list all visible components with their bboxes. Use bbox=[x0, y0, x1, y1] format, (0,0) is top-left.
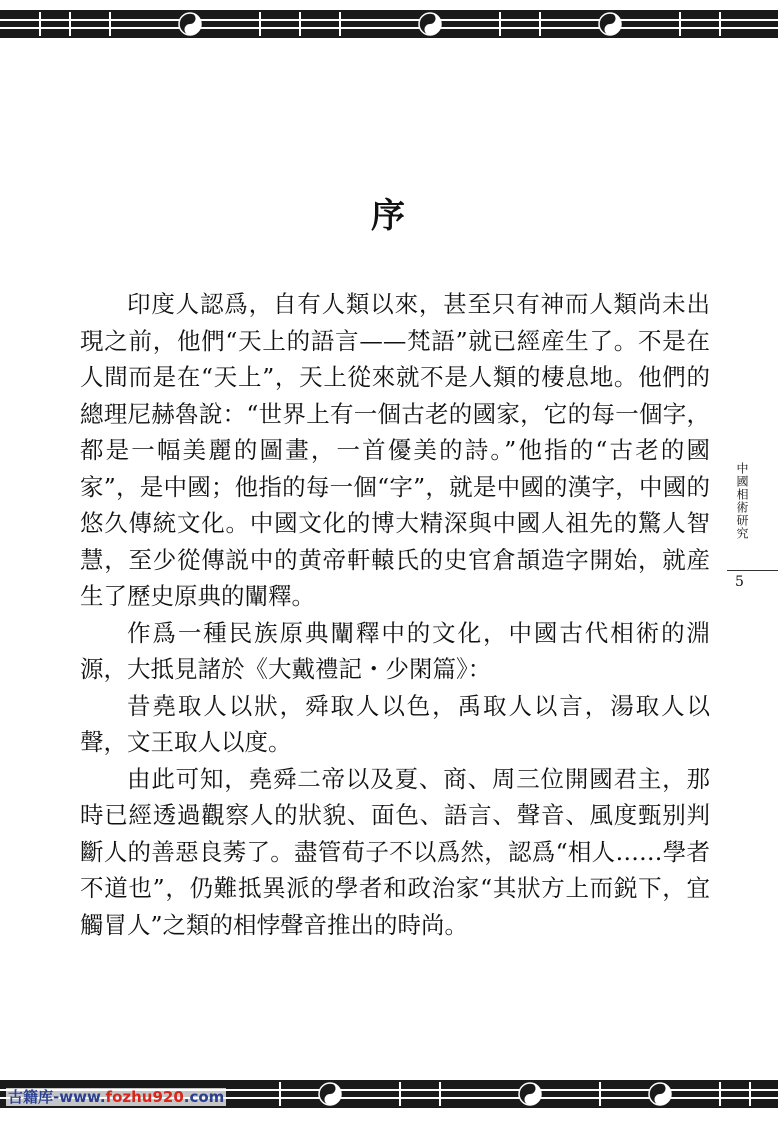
page-number: 5 bbox=[735, 574, 744, 590]
paragraph: 作爲一種民族原典闡釋中的文化，中國古代相術的淵源，大抵見諸於《大戴禮記・少閑篇》： bbox=[80, 618, 710, 683]
running-header bbox=[727, 462, 778, 590]
top-decorative-border bbox=[0, 10, 778, 38]
paragraph: 由此可知，堯舜二帝以及夏、商、周三位開國君主，那時已經透過觀察人的狀貌、面色、語言、聲音、風度甄别判斷人的善惡良莠了。盡管荀子不以爲然，認爲“相人……學者不道也”，仍難抵異派的學者和政治家“其狀方上而鋭下，宜觸冒人”之類的相悖聲音推出的時尚。 bbox=[80, 764, 710, 939]
chapter-title: 序 bbox=[371, 196, 407, 236]
body-text bbox=[80, 286, 710, 943]
header-divider bbox=[727, 570, 778, 571]
paragraph: 印度人認爲，自有人類以來，甚至只有神而人類尚未出現之前，他們“天上的語言——梵語”就已經産生了。不是在人間而是在“天上”，天上從來就不是人類的棲息地。他們的總理尼赫魯說：“世界上有一個古老的國家，它的每一個字，都是一幅美麗的圖畫，一首優美的詩。”他指的“古老的國家”，是中國；他指的每一個“字”，就是中國的漢字，中國的悠久傳統文化。中國文化的博大精深與中國人祖先的驚人智慧，至少從傳説中的黄帝軒轅氏的史官倉頡造字開始，就産生了歷史原典的闡釋。 bbox=[80, 290, 710, 610]
watermark-link[interactable] bbox=[6, 1088, 226, 1106]
watermark-text-domain: fozhu920 bbox=[105, 1088, 184, 1106]
quotation-paragraph: 昔堯取人以狀，舜取人以色，禹取人以言，湯取人以聲，文王取人以度。 bbox=[80, 691, 710, 756]
book-title: 中國相術研究 bbox=[735, 462, 749, 540]
watermark-text-suffix: .com bbox=[183, 1088, 225, 1106]
watermark-text-prefix: 古籍库-www. bbox=[8, 1088, 106, 1106]
